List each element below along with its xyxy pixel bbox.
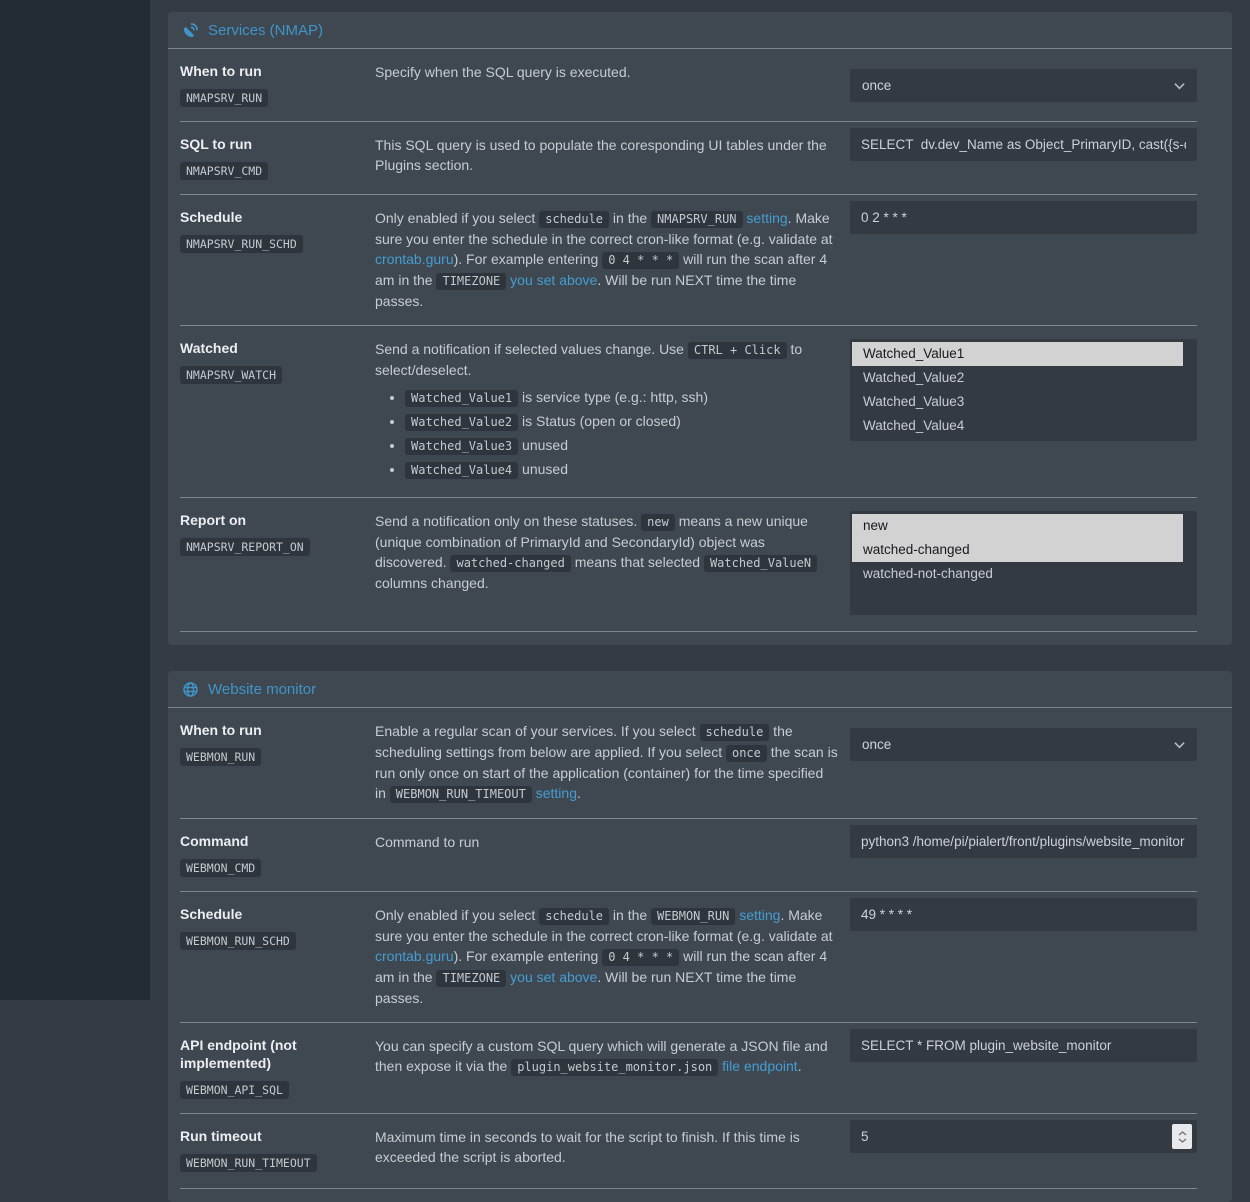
description-text: . Will be run NEXT time the time passes.	[375, 969, 797, 1006]
setting-label-cell	[180, 819, 375, 891]
description-list-item	[405, 411, 838, 433]
inline-code: Watched_Value1	[405, 390, 518, 407]
setting-control-cell	[850, 1023, 1197, 1113]
setting-key-badge: WEBMON_API_SQL	[180, 1081, 289, 1099]
webmon-run-schd-input[interactable]	[850, 898, 1197, 931]
satellite-dish-icon	[182, 22, 199, 39]
setting-key-badge: WEBMON_RUN_TIMEOUT	[180, 1154, 317, 1172]
inline-code: Watched_Value2	[405, 414, 518, 431]
spinner-down-icon[interactable]	[1178, 1138, 1187, 1143]
setting-description	[375, 122, 850, 194]
description-list-item	[405, 387, 838, 409]
option-watched-value3[interactable]: Watched_Value3	[863, 394, 965, 409]
inline-code: TIMEZONE	[436, 970, 506, 987]
setting-row-webmon-cmd	[180, 818, 1197, 891]
panel-header	[168, 671, 1232, 708]
inline-code: plugin_website_monitor.json	[511, 1059, 718, 1076]
description-text: This SQL query is used to populate the coresponding UI tables under the Plugins section.	[375, 137, 827, 173]
panel-title: Services (NMAP)	[208, 22, 324, 39]
description-text: the scheduling settings from below are applied. If you select	[375, 723, 793, 760]
description-paragraph	[375, 721, 838, 804]
inline-link[interactable]: crontab.guru	[375, 251, 454, 267]
description-list-item	[405, 459, 838, 481]
description-text: columns changed.	[375, 575, 489, 591]
chevron-down-icon	[1174, 741, 1185, 749]
setting-label: Watched	[180, 340, 238, 356]
inline-link[interactable]: file endpoint	[722, 1058, 798, 1074]
description-text: in the	[609, 210, 652, 226]
inline-link[interactable]: setting	[535, 785, 577, 801]
setting-key-badge: NMAPSRV_REPORT_ON	[180, 538, 310, 556]
description-text: Only enabled if you select	[375, 210, 540, 226]
setting-row-webmon-run-timeout	[180, 1113, 1197, 1186]
setting-row-nmapsrv-cmd	[180, 121, 1197, 194]
settings-rows	[180, 708, 1197, 1189]
panel-services-nmap	[168, 12, 1232, 645]
panel-title: Website monitor	[208, 681, 317, 698]
description-text: Send a notification only on these statuses.	[375, 513, 642, 529]
description-text: unused	[518, 437, 568, 453]
setting-key-badge: WEBMON_RUN_SCHD	[180, 932, 296, 950]
description-text: means a new unique (unique combination of PrimaryId and SecondaryId) object was discovered.	[375, 513, 808, 570]
settings-rows	[180, 49, 1197, 632]
description-text: Specify when the SQL query is executed.	[375, 64, 631, 80]
description-text: Enable a regular scan of your services. If you select	[375, 723, 700, 739]
inline-code: CTRL + Click	[688, 342, 787, 359]
setting-label: SQL to run	[180, 136, 253, 152]
setting-description	[375, 708, 850, 818]
spinner-up-icon[interactable]	[1178, 1131, 1187, 1136]
setting-description	[375, 195, 850, 325]
setting-control-cell	[850, 819, 1197, 891]
setting-label-cell	[180, 1023, 375, 1113]
description-paragraph	[375, 62, 838, 82]
setting-control-cell	[850, 708, 1197, 818]
inline-link[interactable]: setting	[739, 907, 781, 923]
description-text: Only enabled if you select	[375, 907, 540, 923]
inline-link[interactable]: crontab.guru	[375, 948, 454, 964]
setting-control-cell	[850, 122, 1197, 194]
select-value: once	[862, 78, 892, 93]
setting-row-webmon-api-sql	[180, 1022, 1197, 1113]
description-paragraph	[375, 208, 838, 311]
inline-code: schedule	[700, 724, 770, 741]
inline-code: Watched_ValueN	[704, 555, 817, 572]
webmon-run-select[interactable]	[850, 728, 1197, 761]
sidebar	[0, 0, 150, 1000]
description-text: in the	[609, 907, 652, 923]
inline-code: schedule	[539, 211, 609, 228]
option-watched-not-changed[interactable]: watched-not-changed	[863, 566, 993, 581]
webmon-run-timeout-input[interactable]	[850, 1120, 1197, 1153]
description-text: the scan is run only once on start of the application (container) for the time specified in	[375, 744, 838, 801]
description-list	[375, 387, 838, 481]
inline-code: Watched_Value4	[405, 462, 518, 479]
setting-label: When to run	[180, 63, 262, 79]
setting-label-cell	[180, 195, 375, 325]
setting-row-nmapsrv-run-schd	[180, 194, 1197, 325]
webmon-run-timeout-number	[850, 1120, 1197, 1153]
setting-label-cell	[180, 326, 375, 497]
setting-row-webmon-run	[180, 708, 1197, 818]
inline-code: new	[641, 514, 675, 531]
setting-key-badge: NMAPSRV_CMD	[180, 162, 268, 180]
description-text: to select/deselect.	[375, 341, 803, 378]
option-new[interactable]: new	[852, 514, 1183, 538]
description-paragraph	[375, 832, 838, 852]
description-text: . Make sure you enter the schedule in the correct cron-like format (e.g. validate at	[375, 907, 833, 944]
description-text: .	[576, 785, 581, 801]
description-text: ). For example entering	[453, 251, 603, 267]
number-spinner[interactable]	[1172, 1124, 1192, 1149]
description-text: is Status (open or closed)	[518, 413, 681, 429]
setting-label: API endpoint (not implemented)	[180, 1037, 297, 1071]
nmapsrv-run-select[interactable]	[850, 69, 1197, 102]
setting-description	[375, 1114, 850, 1186]
setting-label-cell	[180, 122, 375, 194]
setting-label-cell	[180, 892, 375, 1022]
option-watched-value2[interactable]: Watched_Value2	[863, 370, 965, 385]
webmon-api-sql-input[interactable]	[850, 1029, 1197, 1062]
description-list-item	[405, 435, 838, 457]
inline-code: 0 4 * * *	[602, 252, 679, 269]
inline-code: WEBMON_RUN_TIMEOUT	[390, 786, 532, 803]
description-text: will run the scan after 4 am in the	[375, 948, 828, 985]
description-paragraph	[375, 339, 838, 380]
setting-label: Schedule	[180, 906, 243, 922]
setting-key-badge: NMAPSRV_RUN	[180, 89, 268, 107]
setting-description	[375, 49, 850, 121]
description-paragraph	[375, 905, 838, 1008]
setting-description	[375, 892, 850, 1022]
setting-description	[375, 326, 850, 497]
inline-code: watched-changed	[450, 555, 570, 572]
option-watched-value1[interactable]: Watched_Value1	[852, 342, 1183, 366]
inline-code: WEBMON_RUN	[651, 908, 735, 925]
setting-key-badge: NMAPSRV_RUN_SCHD	[180, 235, 303, 253]
setting-label-cell	[180, 498, 375, 629]
option-watched-value4[interactable]: Watched_Value4	[863, 418, 965, 433]
setting-description	[375, 1023, 850, 1113]
setting-label-cell	[180, 1114, 375, 1186]
setting-label: Run timeout	[180, 1128, 262, 1144]
description-text: You can specify a custom SQL query which will generate a JSON file and then expose it via the	[375, 1038, 828, 1074]
description-text: Command to run	[375, 834, 480, 850]
inline-code: NMAPSRV_RUN	[651, 211, 742, 228]
description-text: means that selected	[570, 554, 704, 570]
setting-label: When to run	[180, 722, 262, 738]
inline-code: TIMEZONE	[436, 273, 506, 290]
setting-label: Report on	[180, 512, 247, 528]
description-text: Maximum time in seconds to wait for the script to finish. If this time is exceeded the script is aborted.	[375, 1129, 800, 1165]
description-paragraph	[375, 1036, 838, 1077]
description-paragraph	[375, 511, 838, 593]
webmon-cmd-input[interactable]	[850, 825, 1197, 858]
description-text: Send a notification if selected values change. Use	[375, 341, 688, 357]
setting-description	[375, 498, 850, 629]
inline-link[interactable]: you set above	[510, 272, 598, 288]
inline-code: 0 4 * * *	[602, 949, 679, 966]
description-text: ). For example entering	[453, 948, 603, 964]
nmapsrv-report-on-list[interactable]	[850, 511, 1197, 615]
setting-key-badge: NMAPSRV_WATCH	[180, 366, 282, 384]
setting-control-cell	[850, 195, 1197, 325]
description-paragraph	[375, 1127, 838, 1167]
globe-icon	[182, 681, 199, 698]
inline-code: schedule	[539, 908, 609, 925]
setting-description	[375, 819, 850, 891]
settings-content	[150, 0, 1250, 1170]
description-text: .	[797, 1058, 802, 1074]
setting-label: Schedule	[180, 209, 243, 225]
setting-control-cell	[850, 49, 1197, 121]
nmapsrv-watch-list[interactable]	[850, 339, 1197, 441]
inline-code: Watched_Value3	[405, 438, 518, 455]
setting-control-cell	[850, 1114, 1197, 1186]
setting-row-nmapsrv-watch	[180, 325, 1197, 497]
description-text: unused	[518, 461, 568, 477]
panel-website-monitor	[168, 671, 1232, 1202]
setting-control-cell	[850, 498, 1197, 629]
description-text: . Will be run NEXT time the time passes.	[375, 272, 797, 309]
setting-control-cell	[850, 326, 1197, 497]
option-watched-changed[interactable]: watched-changed	[852, 538, 1183, 562]
select-value: once	[862, 737, 892, 752]
inline-code: once	[726, 745, 767, 762]
inline-link[interactable]: setting	[746, 210, 788, 226]
description-text: . Make sure you enter the schedule in the correct cron-like format (e.g. validate at	[375, 210, 833, 247]
setting-control-cell	[850, 892, 1197, 1022]
nmapsrv-cmd-input[interactable]	[850, 128, 1197, 161]
panel-header	[168, 12, 1232, 49]
chevron-down-icon	[1174, 82, 1185, 90]
setting-label-cell	[180, 708, 375, 818]
nmapsrv-run-schd-input[interactable]	[850, 201, 1197, 234]
inline-link[interactable]: you set above	[510, 969, 598, 985]
description-text: will run the scan after 4 am in the	[375, 251, 828, 288]
setting-key-badge: WEBMON_CMD	[180, 859, 261, 877]
setting-row-nmapsrv-run	[180, 49, 1197, 121]
setting-key-badge: WEBMON_RUN	[180, 748, 261, 766]
setting-label: Command	[180, 833, 249, 849]
description-paragraph	[375, 135, 838, 175]
description-text: is service type (e.g.: http, ssh)	[518, 389, 709, 405]
setting-row-webmon-run-schd	[180, 891, 1197, 1022]
setting-label-cell	[180, 49, 375, 121]
setting-row-nmapsrv-report-on	[180, 497, 1197, 629]
